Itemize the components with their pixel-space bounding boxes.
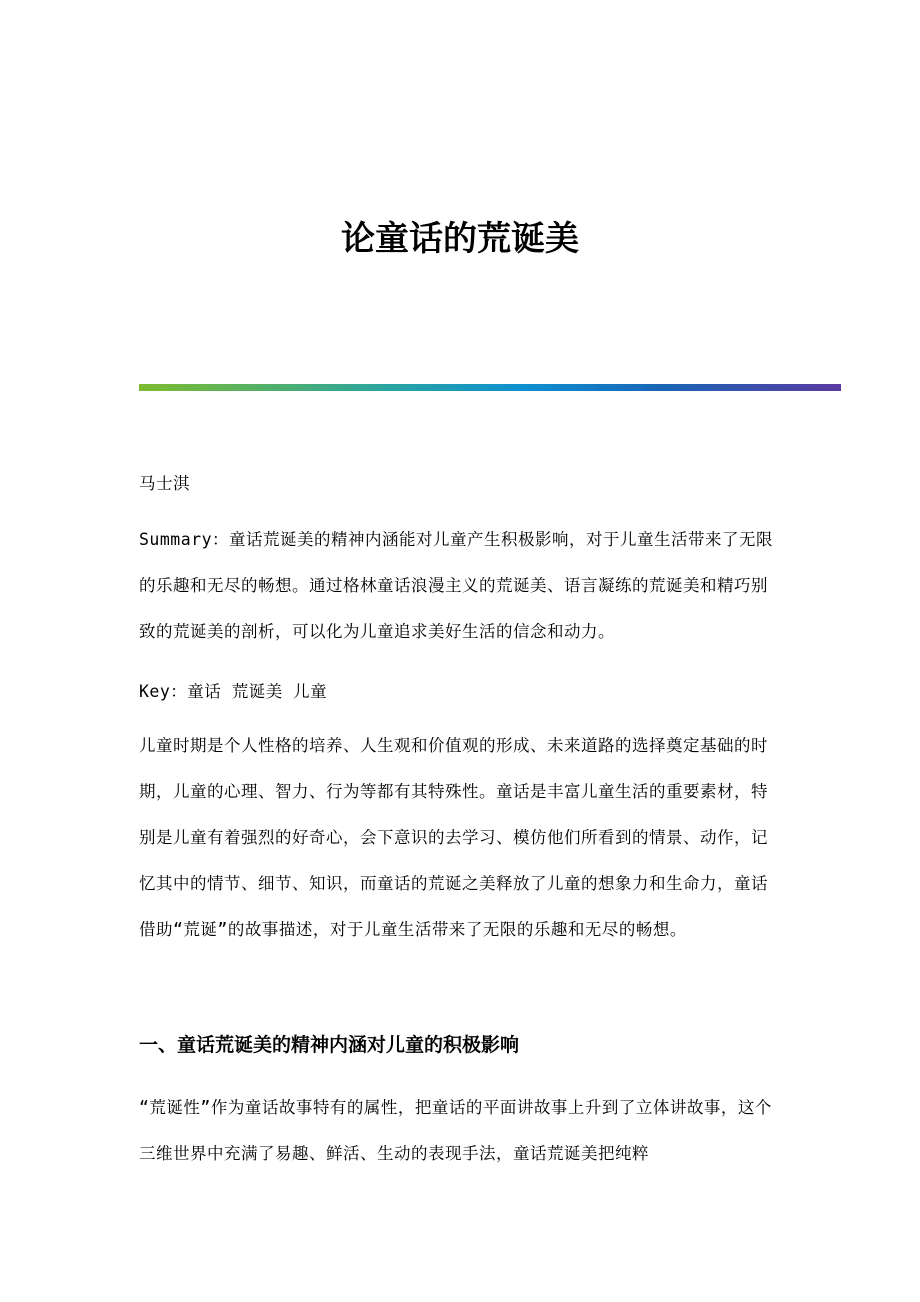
body-paragraph-1: 儿童时期是个人性格的培养、人生观和价值观的形成、未来道路的选择奠定基础的时期，儿童的心理、智力、行为等都有其特殊性。童话是丰富儿童生活的重要素材，特别是儿童有着强烈的好奇心，会下意识的去学习、模仿他们所看到的情景、动作，记忆其中的情节、细节、知识，而童话的荒诞之美释放了儿童的想象力和生命力，童话借助“荒诞”的故事描述，对于儿童生活带来了无限的乐趣和无尽的畅想。 xyxy=(139,736,768,939)
author-name: 马士淇 xyxy=(139,474,190,493)
section-heading-1: 一、童话荒诞美的精神内涵对儿童的积极影响 xyxy=(139,1034,520,1056)
summary-paragraph: Summary：童话荒诞美的精神内涵能对儿童产生积极影响，对于儿童生活带来了无限的乐趣和无尽的畅想。通过格林童话浪漫主义的荒诞美、语言凝练的荒诞美和精巧别致的荒诞美的剖析，可以化为儿童追求美好生活的信念和动力。 xyxy=(139,530,774,641)
body-paragraph-2: “荒诞性”作为童话故事特有的属性，把童话的平面讲故事上升到了立体讲故事，这个三维世界中充满了易趣、鲜活、生动的表现手法，童话荒诞美把纯粹 xyxy=(139,1098,772,1163)
document-title: 论童话的荒诞美 xyxy=(341,219,579,259)
gradient-divider xyxy=(139,384,841,391)
keywords-line: Key：童话 荒诞美 儿童 xyxy=(139,682,328,701)
